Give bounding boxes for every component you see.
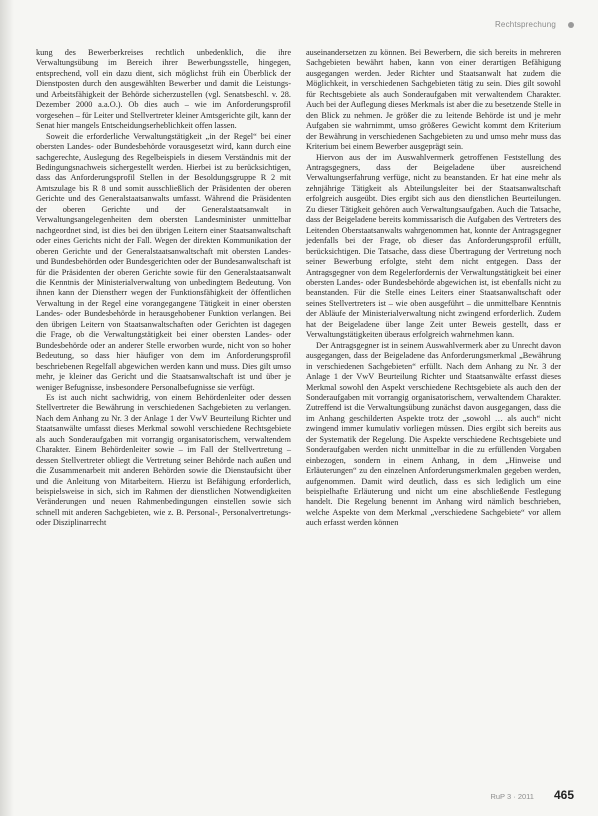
paragraph: kung des Bewerberkreises rechtlich unbedenklich, die ihre Verwaltungsübung im Bereich ihrer Bewerbungsstelle, hingegen, entsprechend, voll ein dazu dient, sich möglichst früh ein Überblick der Dienstposten durch den ausgewählten Bewerber und damit die Leistungs- und Arbeitsfähigkeit der Behörde sicherzustellen (vgl. Senatsbeschl. v. 28. Dezember 2000 a.a.O.). Ob dies auch – wie im Anforderungsprofil vorgesehen – für Leiter und Stellvertreter kleiner Amtsgerichte gilt, kann der Senat hier mangels Entscheidungserheblichkeit offen lassen. (36, 48, 291, 131)
issue-label: RuP 3 · 2011 (490, 792, 534, 801)
left-text-column (36, 48, 291, 529)
paragraph: Der Antragsgegner ist in seinem Auswahlvermerk aber zu Unrecht davon ausgegangen, dass der Beigeladene das Anforderungsmerkmal „Bewährung in verschiedenen Sachgebieten“ erfüllt. Nach dem Anhang zu Nr. 3 der Anlage 1 der VwV Beurteilung Richter und Staatsanwälte erfasst dieses Merkmal sowohl den Aspekt verschiedene Rechtsgebiete als auch den der Sonderaufgaben mit vorrangig organisatorischem, verwaltendem Charakter. Zutreffend ist die Verwaltungsübung zunächst davon ausgegangen, dass die im Anhang geschilderten Aspekte trotz der „sowohl … als auch“ nicht zwingend immer kumulativ vorliegen müssen. Dies ergibt sich bereits aus der Systematik der Regelung. Die Aspekte verschiedene Rechtsgebiete und Sonderaufgaben werden nicht unmittelbar in die zu erfüllenden Vorgaben einbezogen, sondern in einem Anhang, in dem „Hinweise und Erläuterungen“ zu den einzelnen Anforderungsmerkmalen gegeben werden, aufgenommen. Damit wird deutlich, dass es sich lediglich um eine beispielhafte Erläuterung und nicht um eine abschließende Festlegung handelt. Die Regelung benennt im Anhang wird nämlich beschrieben, welche Aspekte von dem Merkmal „verschiedene Sachgebiete“ vor allem auch erfasst werden können (306, 340, 561, 528)
running-header (495, 20, 574, 29)
paragraph: auseinandersetzen zu können. Bei Bewerbern, die sich bereits in mehreren Sachgebieten bewährt haben, kann von einer derartigen Befähigung ausgegangen werden. Jeder Richter und Staatsanwalt hat zudem die Möglichkeit, in verschiedenen Sachgebieten tätig zu sein. Dies gilt sowohl für Rechtsgebiete als auch Sonderaufgaben mit verwaltendem Charakter. Auch bei der Auflegung dieses Merkmals ist aber die zu besetzende Stelle in den Blick zu nehmen. Je größer die zu leitende Behörde ist und je mehr Aufgaben sie wahrnimmt, umso größeres Gewicht kommt dem Kriterium der Bewährung in verschiedenen Sachgebieten zu und umso mehr muss das Kriterium bei einem Bewerber ausgeprägt sein. (306, 48, 561, 152)
paragraph: Es ist auch nicht sachwidrig, von einem Behördenleiter oder dessen Stellvertreter die Bewährung in verschiedenen Sachgebieten zu verlangen. Nach dem Anhang zu Nr. 3 der Anlage 1 der VwV Beurteilung Richter und Staatsanwälte umfasst dieses Merkmal sowohl verschiedene Rechtsgebiete als auch Sonderaufgaben mit vorrangig organisatorischem, verwaltendem Charakter. Einem Behördenleiter sowie – im Fall der Stellvertretung – dessen Stellvertreter obliegt die Vertretung seiner Behörde nach außen und die Zusammenarbeit mit anderen Behörden sowie die Dienstaufsicht über und die Anleitung von Mitarbeitern. Hierzu ist Befähigung erforderlich, beispielsweise in sich, sich im Rahmen der dienstlichen Notwendigkeiten Veränderungen und neuen Rahmenbedingungen einstellen sowie sich schnell mit anderen Sachgebieten, wie z. B. Personal-, Personalvertretungs- oder Disziplinarrecht (36, 392, 291, 528)
bullet-icon (568, 22, 574, 28)
page-number: 465 (553, 788, 574, 802)
paragraph: Hiervon aus der im Auswahlvermerk getroffenen Feststellung des Antragsgegners, dass der Beigeladene über ausreichend Verwaltungserfahrung verfüge, nicht zu beanstanden. Er hat eine mehr als zehnjährige Tätigkeit als Abteilungsleiter bei der Staatsanwaltschaft erfolgreich ausgeübt. Dies ergibt sich aus den dienstlichen Beurteilungen. Zu dieser Tätigkeit gehören auch Verwaltungsaufgaben. Auch die Tatsache, dass der Beigeladene bereits kommissarisch die Aufgaben des Vertreters des Leitenden Oberstaatsanwalts wahrgenommen hat, konnte der Antragsgegner jedenfalls bei der Frage, ob dieser das Anforderungsprofil erfüllt, berücksichtigen. Die Tatsache, dass diese Übertragung der Vertretung noch seiner Bewerbung erfolgte, steht dem nicht entgegen. Dass der Antragsgegner von dem Regelerfordernis der Verwaltungstätigkeit bei einer obersten Landes- oder Bundesbehörde abgewichen ist, ist ebenfalls nicht zu beanstanden. Für die Stelle eines Leiters einer Staatsanwaltschaft oder seines Stellvertreters ist – wie oben ausgeführt – die unmittelbare Kenntnis der Abläufe der Ministerialverwaltung nicht zwingend erforderlich. Zudem hat der Beigeladene über lange Zeit unter Beweis gestellt, dass er Verwaltungstätigkeiten überaus erfolgreich wahrnehmen kann. (306, 152, 561, 340)
paragraph: Soweit die erforderliche Verwaltungstätigkeit „in der Regel“ bei einer obersten Landes- oder Bundesbehörde vorausgesetzt wird, kann durch eine sachgerechte, Auslegung des Regelbeispiels in diesem Verständnis mit der Bedingungsnachweis sichergestellt werden. Hierbei ist zu berücksichtigen, dass das Anforderungsprofil Stellen in der Besoldungsgruppe R 2 mit Amtszulage bis R 8 und somit ausschließlich der Präsidenten der oberen Gerichte und des Generalstaatsanwalts umfasst. Während die Präsidenten der oberen Gerichte und der Generalstaatsanwalt in Verwaltungsangelegenheiten dem obersten Landesminister unmittelbar nachgeordnet sind, ist dies bei den übrigen Leitern einer Staatsanwaltschaft oder eines Gerichts nicht der Fall. Wegen der direkten Kommunikation der oberen Gerichte und der Generalstaatsanwaltschaft mit obersten Landes- und Bundesbehörden oder Bundesgerichten oder der Bundesanwaltschaft ist für die Präsidenten der oberen Gerichte sowie für den Generalstaatsanwalt die Kenntnis der Ministerialverwaltung von unbedingtem Bedeutung. Von ihnen kann der Dienstherr wegen der Funktionsfähigkeit der öffentlichen Verwaltung in der Regel eine vorangegangene Tätigkeit in einer obersten Landes- oder Bundesbehörde in herausgehobener Funktion verlangen. Bei den übrigen Leitern von Staatsanwaltschaften oder Gerichten ist dagegen die Frage, ob die Verwaltungstätigkeit bei einer obersten Landes- oder Bundesbehörde oder an anderer Stelle erworben wurde, nicht von so hoher Bedeutung, so dass hier häufiger von dem im Anforderungsprofil beschriebenen Regelfall abgewichen werden kann und muss. Dies gilt umso mehr, je kleiner das Gericht und die Staatsanwaltschaft ist und über je weniger Befugnisse, insbesondere Personalbefugnisse sie verfügt. (36, 131, 291, 392)
right-text-column (306, 48, 561, 529)
page-footer (490, 788, 574, 802)
page-gutter-shadow (0, 0, 14, 816)
section-title: Rechtsprechung (494, 20, 556, 29)
